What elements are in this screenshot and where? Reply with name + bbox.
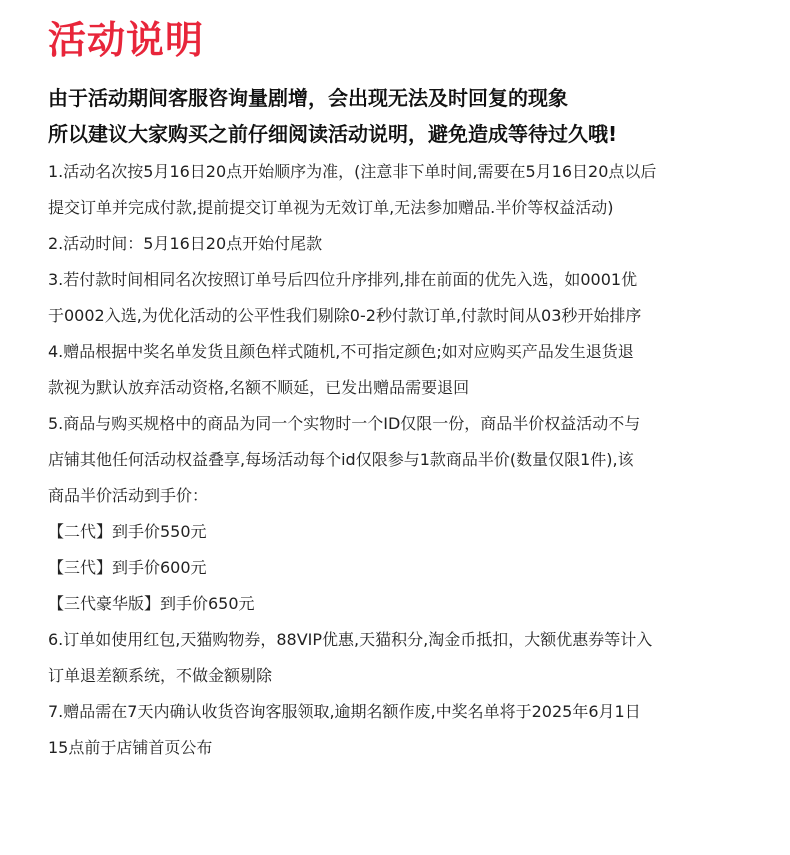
rule-line: 订单退差额系统，不做金额剔除 [48, 666, 273, 685]
rule-line: 4.赠品根据中奖名单发货且颜色样式随机,不可指定颜色;如对应购买产品发生退货退 [48, 342, 634, 361]
intro-line: 所以建议大家购买之前仔细阅读活动说明，避免造成等待过久哦! [48, 122, 618, 146]
intro-line: 由于活动期间客服咨询量剧增，会出现无法及时回复的现象 [48, 86, 568, 110]
rule-line: 提交订单并完成付款,提前提交订单视为无效订单,无法参加赠品.半价等权益活动) [48, 198, 614, 217]
rule-line: 6.订单如使用红包,天猫购物券，88VIP优惠,天猫积分,淘金币抵扣，大额优惠券等计入 [48, 630, 653, 649]
page-title: 活动说明 [48, 18, 205, 62]
rule-line: 5.商品与购买规格中的商品为同一个实物时一个ID仅限一份，商品半价权益活动不与 [48, 414, 641, 433]
rule-line: 7.赠品需在7天内确认收货咨询客服领取,逾期名额作废,中奖名单将于2025年6月1日 [48, 702, 641, 721]
rule-line: 于0002入选,为优化活动的公平性我们剔除0-2秒付款订单,付款时间从03秒开始排序 [48, 306, 642, 325]
rule-line: 2.活动时间：5月16日20点开始付尾款 [48, 234, 323, 253]
rules-list [48, 154, 746, 766]
rule-line: 3.若付款时间相同名次按照订单号后四位升序排列,排在前面的优先入选，如0001优 [48, 270, 638, 289]
rule-line: 15点前于店铺首页公布 [48, 738, 213, 757]
rule-line: 款视为默认放弃活动资格,名额不顺延，已发出赠品需要退回 [48, 378, 470, 397]
price-line: 【三代】到手价600元 [48, 558, 207, 577]
price-line: 【三代豪华版】到手价650元 [48, 594, 255, 613]
rule-line: 商品半价活动到手价： [48, 486, 209, 505]
price-line: 【二代】到手价550元 [48, 522, 207, 541]
rule-line: 店铺其他任何活动权益叠享,每场活动每个id仅限参与1款商品半价(数量仅限1件),该 [48, 450, 634, 469]
rule-line: 1.活动名次按5月16日20点开始顺序为准，(注意非下单时间,需要在5月16日20点以后 [48, 162, 657, 181]
